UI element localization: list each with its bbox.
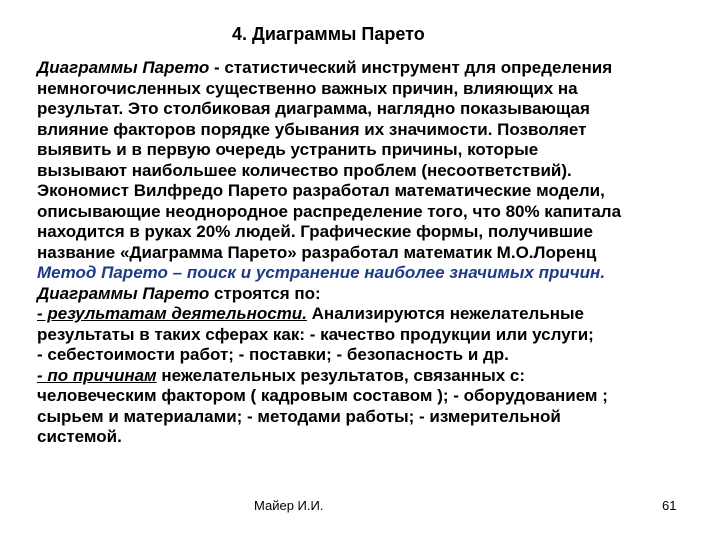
text-segment: вызывают наибольшее количество проблем (несоответствий). xyxy=(37,160,572,180)
slide-body-text xyxy=(37,58,705,448)
text-line xyxy=(37,161,705,182)
text-line xyxy=(37,181,705,202)
text-line xyxy=(37,284,705,305)
text-segment: результаты в таких сферах как: - качество продукции или услуги; xyxy=(37,324,594,344)
page-number: 61 xyxy=(662,498,677,513)
text-segment: человеческим фактором ( кадровым составом ); - оборудованием ; xyxy=(37,386,608,405)
text-segment: немногочисленных существенно важных причин, влияющих на xyxy=(37,78,578,98)
text-segment: строятся по: xyxy=(209,283,321,303)
slide-title: 4. Диаграммы Парето xyxy=(232,24,425,44)
text-segment: - по причинам xyxy=(37,365,157,385)
text-segment: Диаграммы Парето xyxy=(37,283,210,303)
text-line xyxy=(37,427,705,448)
text-line xyxy=(37,325,705,346)
text-line xyxy=(37,243,705,264)
text-line xyxy=(37,386,705,407)
text-segment: - статистический инструмент для определения xyxy=(209,58,613,77)
text-line xyxy=(37,263,705,284)
text-segment: находится в руках 20% людей. Графические формы, получившие xyxy=(37,222,593,241)
text-segment: нежелательных результатов, связанных с: xyxy=(156,365,526,385)
text-line xyxy=(37,79,705,100)
text-line xyxy=(37,140,705,161)
footer-author: Майер И.И. xyxy=(254,498,324,513)
text-line xyxy=(37,120,705,141)
text-segment: влияние факторов порядке убывания их значимости. Позволяет xyxy=(37,119,587,139)
text-segment: - себестоимости работ; - поставки; - безопасность и др. xyxy=(37,345,509,364)
text-segment: название «Диаграмма Парето» разработал математик М.О.Лоренц xyxy=(37,242,597,262)
text-segment: результат. Это столбиковая диаграмма, наглядно показывающая xyxy=(37,99,590,118)
text-segment: описывающие неоднородное распределение того, что 80% капитала xyxy=(37,201,622,221)
text-line xyxy=(37,345,705,366)
text-line xyxy=(37,366,705,387)
text-segment: Экономист Вилфредо Парето разработал математические модели, xyxy=(37,181,605,200)
text-line xyxy=(37,58,705,79)
text-line xyxy=(37,407,705,428)
text-line xyxy=(37,99,705,120)
text-segment: системой. xyxy=(37,427,122,446)
text-line xyxy=(37,304,705,325)
text-line xyxy=(37,222,705,243)
text-line xyxy=(37,202,705,223)
text-segment: Метод Парето – поиск и устранение наиболее значимых причин. xyxy=(37,263,606,282)
text-segment: сырьем и материалами; - методами работы; - измерительной xyxy=(37,406,561,426)
text-segment: Диаграммы Парето xyxy=(37,58,210,77)
text-segment: выявить и в первую очередь устранить причины, которые xyxy=(37,140,539,159)
text-segment: - результатам деятельности. xyxy=(37,304,307,323)
text-segment: Анализируются нежелательные xyxy=(306,304,585,323)
